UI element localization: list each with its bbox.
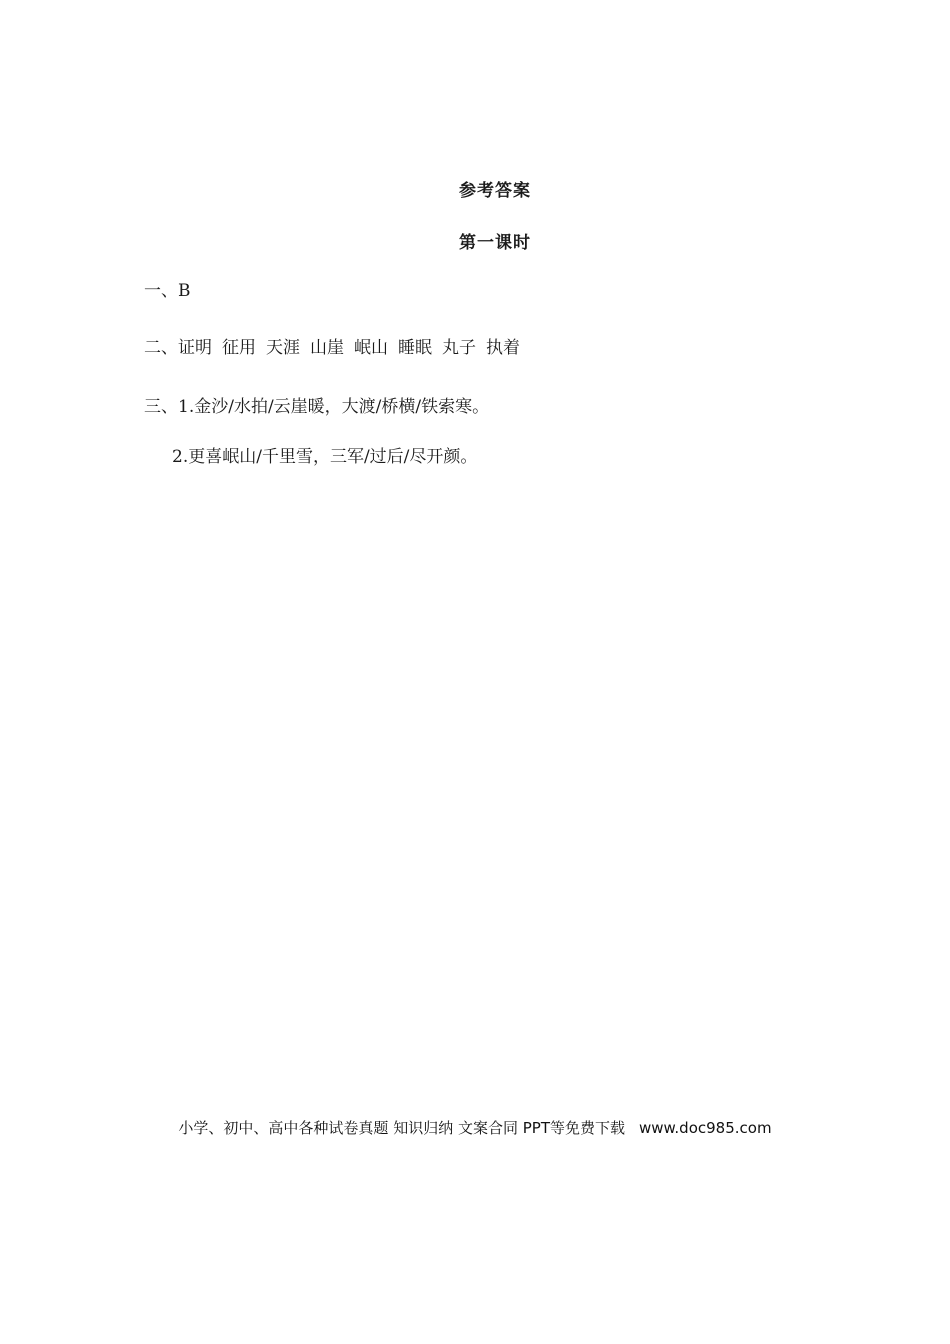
section-3-label: 三、 [144,397,178,417]
footer-url-link[interactable]: www.doc985.com [638,1119,772,1137]
word-item: 岷山 [354,338,388,358]
word-item: 执着 [486,338,520,358]
footer-text: 小学、初中、高中各种试卷真题 知识归纳 文案合同 PPT等免费下载 [178,1119,625,1137]
section-3-item-1: 1.金沙/水拍/云崖暖，大渡/桥横/铁索寒。 [178,397,490,417]
lesson-subtitle: 第一课时 [459,233,531,253]
word-item: 睡眠 [398,338,432,358]
section-1-answer: B [178,281,191,301]
answer-section-1 [144,276,191,301]
section-1-label: 一、 [144,281,178,301]
footer-banner [0,1117,950,1138]
word-item: 征用 [222,338,256,358]
word-item: 证明 [178,338,212,358]
word-item: 天涯 [266,338,300,358]
section-3-item-2: 2.更喜岷山/千里雪，三军/过后/尽开颜。 [172,447,478,467]
section-2-label: 二、 [144,338,178,358]
page-title: 参考答案 [459,181,531,201]
answer-section-2 [144,333,520,358]
answer-section-3 [144,392,489,417]
word-item: 山崖 [310,338,344,358]
word-item: 丸子 [442,338,476,358]
